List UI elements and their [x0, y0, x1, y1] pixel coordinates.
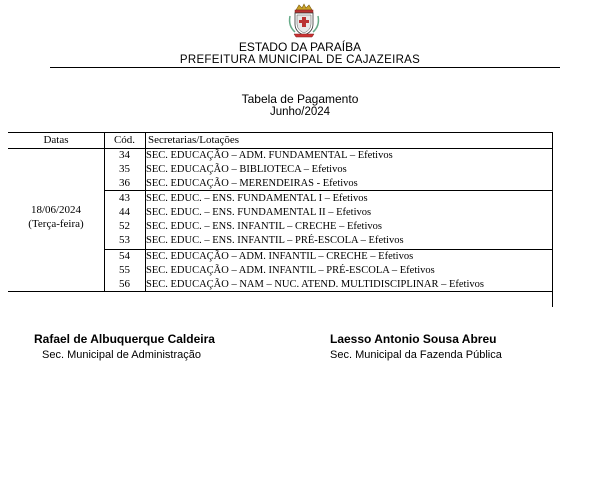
table-top-line	[8, 132, 553, 133]
row-code: 55	[119, 264, 130, 276]
row-code: 52	[119, 220, 130, 232]
document-title: Tabela de Pagamento	[241, 92, 359, 106]
state-name: ESTADO DA PARAÍBA	[238, 40, 362, 54]
row-department: SEC. EDUCAÇÃO – NAM – NUC. ATEND. MULTIDISCIPLINAR – Efetivos	[146, 279, 484, 290]
column-header-dates: Datas	[43, 134, 69, 146]
group-separator	[104, 190, 553, 191]
signatory-role-administration: Sec. Municipal de Administração	[42, 349, 201, 361]
prefecture-name: PREFEITURA MUNICIPAL DE CAJAZEIRAS	[179, 54, 421, 66]
row-department: SEC. EDUCAÇÃO – BIBLIOTECA – Efetivos	[146, 164, 347, 175]
row-department: SEC. EDUCAÇÃO – ADM. FUNDAMENTAL – Efetivos	[146, 150, 393, 161]
row-code: 36	[119, 177, 130, 189]
coat-of-arms-icon	[287, 2, 321, 38]
document-month: Junho/2024	[269, 106, 331, 118]
signatory-name-finance: Laesso Antonio Sousa Abreu	[330, 332, 497, 346]
table-bottom-line	[8, 291, 553, 292]
payment-table	[8, 132, 553, 307]
signatory-role-finance: Sec. Municipal da Fazenda Pública	[330, 349, 502, 361]
row-code: 43	[119, 192, 130, 204]
row-department: SEC. EDUCAÇÃO – ADM. INFANTIL – CRECHE – Efetivos	[146, 251, 414, 262]
row-department: SEC. EDUC. – ENS. INFANTIL – CRECHE – Efetivos	[146, 221, 382, 232]
row-department: SEC. EDUCAÇÃO – MERENDEIRAS - Efetivos	[146, 178, 358, 189]
row-code: 56	[119, 278, 130, 290]
row-code: 54	[119, 250, 130, 262]
row-department: SEC. EDUC. – ENS. FUNDAMENTAL I – Efetivos	[146, 193, 368, 204]
row-department: SEC. EDUC. – ENS. INFANTIL – PRÉ-ESCOLA – Efetivos	[146, 235, 404, 246]
column-header-departments: Secretarias/Lotações	[148, 134, 240, 146]
payment-weekday: (Terça-feira)	[28, 218, 84, 230]
signatory-name-administration: Rafael de Albuquerque Caldeira	[34, 332, 215, 346]
payment-date: 18/06/2024	[30, 204, 82, 216]
row-code: 34	[119, 149, 130, 161]
header-divider	[50, 67, 560, 68]
row-code: 44	[119, 206, 130, 218]
row-department: SEC. EDUCAÇÃO – ADM. INFANTIL – PRÉ-ESCOLA – Efetivos	[146, 265, 435, 276]
row-code: 53	[119, 234, 130, 246]
row-department: SEC. EDUC. – ENS. FUNDAMENTAL II – Efetivos	[146, 207, 372, 218]
column-header-code: Cód.	[113, 134, 136, 146]
row-code: 35	[119, 163, 130, 175]
